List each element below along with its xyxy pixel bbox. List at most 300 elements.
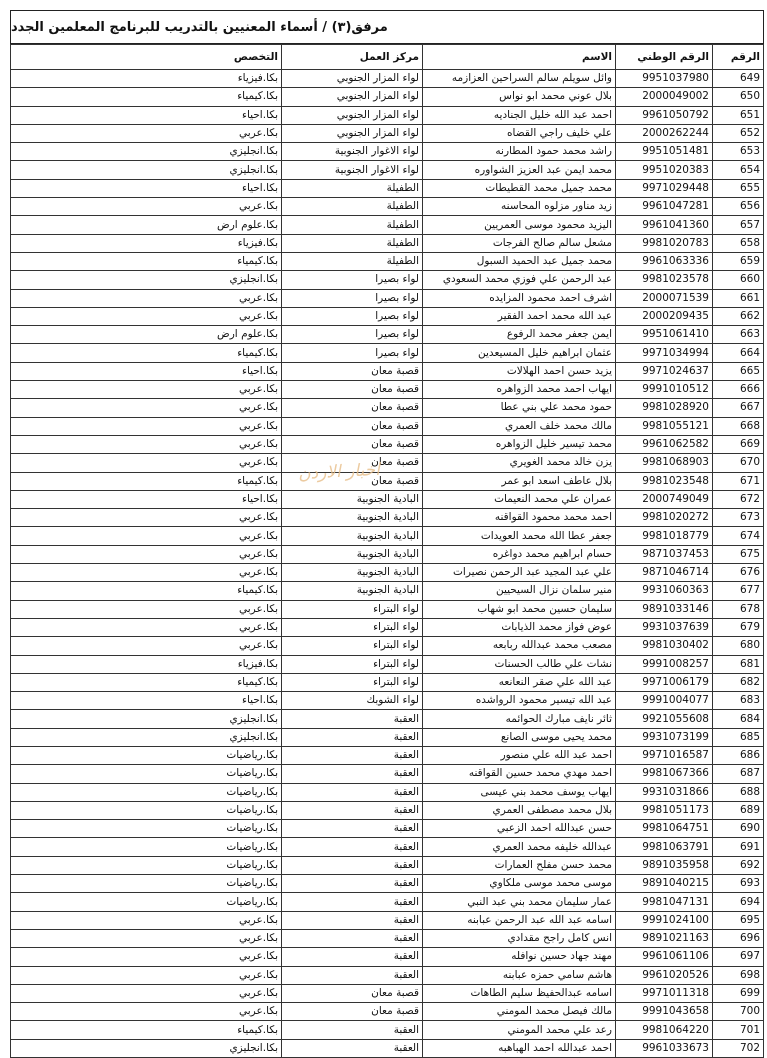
cell-national-id: 9961020526 bbox=[616, 966, 713, 984]
cell-num: 690 bbox=[713, 820, 764, 838]
cell-specialty: بكا.انجليزي bbox=[11, 1039, 282, 1057]
table-row bbox=[11, 838, 764, 856]
cell-num: 651 bbox=[713, 106, 764, 124]
cell-num: 661 bbox=[713, 289, 764, 307]
cell-name: مصعب محمد عبدالله ربابعه bbox=[423, 637, 616, 655]
table-row bbox=[11, 801, 764, 819]
cell-name: ايمن جعفر محمد الرفوع bbox=[423, 326, 616, 344]
table-row bbox=[11, 655, 764, 673]
cell-national-id: 9921055608 bbox=[616, 710, 713, 728]
table-row bbox=[11, 1003, 764, 1021]
cell-national-id: 9951037980 bbox=[616, 70, 713, 88]
cell-name: ايهاب احمد محمد الزواهره bbox=[423, 381, 616, 399]
cell-work-center: العقبة bbox=[282, 875, 423, 893]
cell-national-id: 2000071539 bbox=[616, 289, 713, 307]
cell-national-id: 9991008257 bbox=[616, 655, 713, 673]
cell-name: جعفر عطا الله محمد العويدات bbox=[423, 527, 616, 545]
cell-name: عوض فواز محمد الذيابات bbox=[423, 618, 616, 636]
cell-name: عبدالله خليفه محمد العمري bbox=[423, 838, 616, 856]
cell-specialty: بكا.عربي bbox=[11, 545, 282, 563]
cell-num: 686 bbox=[713, 746, 764, 764]
table-row bbox=[11, 783, 764, 801]
cell-num: 702 bbox=[713, 1039, 764, 1057]
cell-num: 658 bbox=[713, 234, 764, 252]
cell-num: 659 bbox=[713, 252, 764, 270]
cell-national-id: 9981028920 bbox=[616, 399, 713, 417]
cell-num: 656 bbox=[713, 198, 764, 216]
cell-num: 664 bbox=[713, 344, 764, 362]
cell-national-id: 9991024100 bbox=[616, 911, 713, 929]
table-row bbox=[11, 893, 764, 911]
header-name: الاسم bbox=[423, 45, 616, 70]
cell-specialty: بكا.رياضيات bbox=[11, 765, 282, 783]
cell-num: 687 bbox=[713, 765, 764, 783]
cell-specialty: بكا.كيمياء bbox=[11, 582, 282, 600]
cell-specialty: بكا.عربي bbox=[11, 618, 282, 636]
cell-name: محمد جميل عبد الحميد السبول bbox=[423, 252, 616, 270]
cell-name: عمار سليمان محمد بني عبد النبي bbox=[423, 893, 616, 911]
cell-name: سليمان حسين محمد ابو شهاب bbox=[423, 600, 616, 618]
cell-specialty: بكا.عربي bbox=[11, 911, 282, 929]
table-row bbox=[11, 509, 764, 527]
watermark: اخبار الاردن bbox=[297, 459, 381, 485]
table-row bbox=[11, 527, 764, 545]
cell-national-id: 2000209435 bbox=[616, 307, 713, 325]
cell-work-center: العقبة bbox=[282, 746, 423, 764]
cell-work-center: العقبة bbox=[282, 856, 423, 874]
cell-specialty: بكا.كيمياء bbox=[11, 1021, 282, 1039]
cell-work-center: العقبة bbox=[282, 929, 423, 947]
table-row bbox=[11, 381, 764, 399]
cell-specialty: بكا.عربي bbox=[11, 1003, 282, 1021]
table-row bbox=[11, 875, 764, 893]
header-work-center: مركز العمل bbox=[282, 45, 423, 70]
cell-num: 697 bbox=[713, 948, 764, 966]
cell-national-id: 9961061106 bbox=[616, 948, 713, 966]
table-row bbox=[11, 564, 764, 582]
cell-num: 675 bbox=[713, 545, 764, 563]
cell-specialty: بكا.رياضيات bbox=[11, 838, 282, 856]
cell-work-center: لواء الاغوار الجنوبية bbox=[282, 161, 423, 179]
cell-specialty: بكا.رياضيات bbox=[11, 856, 282, 874]
cell-work-center: لواء البتراء bbox=[282, 655, 423, 673]
cell-work-center: لواء البتراء bbox=[282, 637, 423, 655]
cell-num: 653 bbox=[713, 143, 764, 161]
cell-specialty: بكا.كيمياء bbox=[11, 673, 282, 691]
cell-name: عمران علي محمد النعيمات bbox=[423, 490, 616, 508]
cell-num: 698 bbox=[713, 966, 764, 984]
cell-national-id: 9891040215 bbox=[616, 875, 713, 893]
cell-name: عبد الله تيسير محمود الرواشده bbox=[423, 692, 616, 710]
table-row bbox=[11, 234, 764, 252]
cell-specialty: بكا.عربي bbox=[11, 984, 282, 1002]
names-table bbox=[10, 44, 764, 1058]
cell-name: عبد الله محمد احمد الفقير bbox=[423, 307, 616, 325]
table-row bbox=[11, 728, 764, 746]
cell-num: 685 bbox=[713, 728, 764, 746]
cell-name: احمد محمد محمود القواقنه bbox=[423, 509, 616, 527]
table-row bbox=[11, 399, 764, 417]
cell-name: يزيد حسن احمد الهلالات bbox=[423, 362, 616, 380]
cell-name: احمد عبد الله علي منصور bbox=[423, 746, 616, 764]
cell-specialty: بكا.رياضيات bbox=[11, 801, 282, 819]
cell-national-id: 9871046714 bbox=[616, 564, 713, 582]
cell-specialty: بكا.عربي bbox=[11, 966, 282, 984]
table-row bbox=[11, 252, 764, 270]
cell-work-center: العقبة bbox=[282, 710, 423, 728]
cell-work-center: العقبة bbox=[282, 966, 423, 984]
cell-name: اليزيد محمود موسى العمريين bbox=[423, 216, 616, 234]
cell-specialty: بكا.عربي bbox=[11, 124, 282, 142]
cell-num: 689 bbox=[713, 801, 764, 819]
table-row bbox=[11, 948, 764, 966]
cell-specialty: بكا.عربي bbox=[11, 637, 282, 655]
table-row bbox=[11, 582, 764, 600]
header-national-id: الرقم الوطني bbox=[616, 45, 713, 70]
cell-work-center: لواء الشوبك bbox=[282, 692, 423, 710]
table-row bbox=[11, 289, 764, 307]
cell-num: 666 bbox=[713, 381, 764, 399]
cell-work-center: البادية الجنوبية bbox=[282, 527, 423, 545]
table-row bbox=[11, 198, 764, 216]
cell-name: بلال محمد مصطفى العمري bbox=[423, 801, 616, 819]
cell-national-id: 9981023578 bbox=[616, 271, 713, 289]
cell-num: 663 bbox=[713, 326, 764, 344]
cell-national-id: 9931060363 bbox=[616, 582, 713, 600]
cell-name: ثائر نايف مبارك الحوائمه bbox=[423, 710, 616, 728]
table-row bbox=[11, 161, 764, 179]
cell-specialty: بكا.علوم ارض bbox=[11, 216, 282, 234]
cell-specialty: بكا.عربي bbox=[11, 381, 282, 399]
page-title: مرفق(٣) / أسماء المعنيين بالتدريب للبرنامج المعلمين الجدد bbox=[10, 10, 764, 44]
cell-work-center: لواء بصيرا bbox=[282, 289, 423, 307]
cell-num: 684 bbox=[713, 710, 764, 728]
cell-work-center: العقبة bbox=[282, 801, 423, 819]
table-row bbox=[11, 454, 764, 472]
cell-specialty: بكا.عربي bbox=[11, 289, 282, 307]
cell-num: 672 bbox=[713, 490, 764, 508]
cell-num: 650 bbox=[713, 88, 764, 106]
cell-work-center: العقبة bbox=[282, 948, 423, 966]
table-row bbox=[11, 417, 764, 435]
table-row bbox=[11, 600, 764, 618]
cell-work-center: لواء المزار الجنوبي bbox=[282, 106, 423, 124]
cell-national-id: 9951020383 bbox=[616, 161, 713, 179]
cell-specialty: بكا.فيزياء bbox=[11, 234, 282, 252]
cell-specialty: بكا.عربي bbox=[11, 417, 282, 435]
cell-specialty: بكا.كيمياء bbox=[11, 252, 282, 270]
table-row bbox=[11, 984, 764, 1002]
cell-national-id: 9981030402 bbox=[616, 637, 713, 655]
cell-work-center: لواء بصيرا bbox=[282, 344, 423, 362]
cell-national-id: 9971024637 bbox=[616, 362, 713, 380]
table-row bbox=[11, 88, 764, 106]
table-row bbox=[11, 362, 764, 380]
cell-work-center: الطفيلة bbox=[282, 179, 423, 197]
cell-national-id: 9981064220 bbox=[616, 1021, 713, 1039]
cell-work-center: لواء المزار الجنوبي bbox=[282, 124, 423, 142]
cell-specialty: بكا.انجليزي bbox=[11, 710, 282, 728]
cell-name: احمد عبد الله خليل الجناديه bbox=[423, 106, 616, 124]
cell-national-id: 2000049002 bbox=[616, 88, 713, 106]
cell-national-id: 9981068903 bbox=[616, 454, 713, 472]
cell-num: 700 bbox=[713, 1003, 764, 1021]
cell-national-id: 9981055121 bbox=[616, 417, 713, 435]
cell-work-center: لواء المزار الجنوبي bbox=[282, 88, 423, 106]
cell-work-center: لواء المزار الجنوبي bbox=[282, 70, 423, 88]
cell-name: محمد ايمن عبد العزيز الشواوره bbox=[423, 161, 616, 179]
cell-name: ايهاب يوسف محمد بني عيسى bbox=[423, 783, 616, 801]
cell-national-id: 9961047281 bbox=[616, 198, 713, 216]
cell-specialty: بكا.انجليزي bbox=[11, 728, 282, 746]
cell-national-id: 9891021163 bbox=[616, 929, 713, 947]
cell-name: احمد عبدالله احمد الهباهبه bbox=[423, 1039, 616, 1057]
cell-work-center: العقبة bbox=[282, 765, 423, 783]
cell-national-id: 9891033146 bbox=[616, 600, 713, 618]
cell-num: 669 bbox=[713, 435, 764, 453]
table-row bbox=[11, 490, 764, 508]
cell-specialty: بكا.احياء bbox=[11, 179, 282, 197]
table-row bbox=[11, 179, 764, 197]
cell-num: 662 bbox=[713, 307, 764, 325]
cell-work-center: العقبة bbox=[282, 911, 423, 929]
cell-name: مالك محمد خلف العمري bbox=[423, 417, 616, 435]
cell-num: 699 bbox=[713, 984, 764, 1002]
cell-work-center: الطفيلة bbox=[282, 198, 423, 216]
cell-num: 671 bbox=[713, 472, 764, 490]
table-row bbox=[11, 70, 764, 88]
cell-specialty: بكا.انجليزي bbox=[11, 143, 282, 161]
cell-national-id: 9981047131 bbox=[616, 893, 713, 911]
cell-specialty: بكا.احياء bbox=[11, 692, 282, 710]
cell-national-id: 9961063336 bbox=[616, 252, 713, 270]
table-row bbox=[11, 545, 764, 563]
cell-work-center: العقبة bbox=[282, 1021, 423, 1039]
cell-name: وائل سويلم سالم السراحين العزازمه bbox=[423, 70, 616, 88]
cell-name: عبد الرحمن علي فوزي محمد السعودي bbox=[423, 271, 616, 289]
table-row bbox=[11, 911, 764, 929]
cell-num: 667 bbox=[713, 399, 764, 417]
cell-num: 668 bbox=[713, 417, 764, 435]
cell-num: 677 bbox=[713, 582, 764, 600]
cell-work-center: العقبة bbox=[282, 728, 423, 746]
cell-specialty: بكا.عربي bbox=[11, 198, 282, 216]
cell-specialty: بكا.كيمياء bbox=[11, 344, 282, 362]
cell-specialty: بكا.عربي bbox=[11, 527, 282, 545]
table-row bbox=[11, 856, 764, 874]
cell-num: 654 bbox=[713, 161, 764, 179]
table-row bbox=[11, 472, 764, 490]
cell-num: 655 bbox=[713, 179, 764, 197]
table-row bbox=[11, 326, 764, 344]
cell-work-center: قصبة معان bbox=[282, 417, 423, 435]
cell-specialty: بكا.عربي bbox=[11, 929, 282, 947]
header-specialty: التخصص bbox=[11, 45, 282, 70]
cell-num: 680 bbox=[713, 637, 764, 655]
table-row bbox=[11, 966, 764, 984]
cell-name: محمد حسن مفلح العمارات bbox=[423, 856, 616, 874]
cell-work-center: لواء بصيرا bbox=[282, 326, 423, 344]
table-row bbox=[11, 692, 764, 710]
cell-specialty: بكا.رياضيات bbox=[11, 893, 282, 911]
cell-name: بلال عاطف اسعد ابو عمر bbox=[423, 472, 616, 490]
cell-specialty: بكا.انجليزي bbox=[11, 271, 282, 289]
table-row bbox=[11, 124, 764, 142]
table-row bbox=[11, 344, 764, 362]
cell-specialty: بكا.رياضيات bbox=[11, 875, 282, 893]
cell-work-center: لواء بصيرا bbox=[282, 307, 423, 325]
cell-work-center: قصبة معان bbox=[282, 399, 423, 417]
cell-name: محمد تيسير خليل الزواهره bbox=[423, 435, 616, 453]
cell-national-id: 9961041360 bbox=[616, 216, 713, 234]
cell-name: مهند جهاد حسين نوافله bbox=[423, 948, 616, 966]
cell-num: 649 bbox=[713, 70, 764, 88]
table-row bbox=[11, 746, 764, 764]
cell-num: 688 bbox=[713, 783, 764, 801]
table-row bbox=[11, 765, 764, 783]
cell-work-center: قصبة معان bbox=[282, 435, 423, 453]
cell-work-center: الطفيلة bbox=[282, 252, 423, 270]
cell-national-id: 9991010512 bbox=[616, 381, 713, 399]
cell-work-center: لواء بصيرا bbox=[282, 271, 423, 289]
cell-national-id: 9981067366 bbox=[616, 765, 713, 783]
cell-specialty: بكا.فيزياء bbox=[11, 655, 282, 673]
cell-specialty: بكا.احياء bbox=[11, 106, 282, 124]
cell-name: هاشم سامي حمزه عبابنه bbox=[423, 966, 616, 984]
table-row bbox=[11, 710, 764, 728]
cell-national-id: 9981063791 bbox=[616, 838, 713, 856]
cell-national-id: 9981023548 bbox=[616, 472, 713, 490]
cell-national-id: 9981064751 bbox=[616, 820, 713, 838]
cell-specialty: بكا.علوم ارض bbox=[11, 326, 282, 344]
cell-work-center: قصبة معان bbox=[282, 472, 423, 490]
table-row bbox=[11, 637, 764, 655]
cell-national-id: 9971006179 bbox=[616, 673, 713, 691]
cell-name: اسامه عبدالحفيظ سليم الطاهات bbox=[423, 984, 616, 1002]
cell-national-id: 9961050792 bbox=[616, 106, 713, 124]
cell-name: اسامه عبد الله عبد الرحمن عبابنه bbox=[423, 911, 616, 929]
cell-name: بلال عوني محمد ابو نواس bbox=[423, 88, 616, 106]
cell-work-center: الطفيلة bbox=[282, 216, 423, 234]
cell-name: يزن خالد محمد الغويري bbox=[423, 454, 616, 472]
table-row bbox=[11, 618, 764, 636]
cell-national-id: 9981020783 bbox=[616, 234, 713, 252]
cell-work-center: البادية الجنوبية bbox=[282, 582, 423, 600]
cell-work-center: البادية الجنوبية bbox=[282, 509, 423, 527]
cell-national-id: 9981018779 bbox=[616, 527, 713, 545]
cell-work-center: البادية الجنوبية bbox=[282, 545, 423, 563]
cell-num: 681 bbox=[713, 655, 764, 673]
cell-work-center: قصبة معان bbox=[282, 1003, 423, 1021]
cell-work-center: البادية الجنوبية bbox=[282, 490, 423, 508]
cell-num: 683 bbox=[713, 692, 764, 710]
cell-name: اشرف احمد محمود المزايده bbox=[423, 289, 616, 307]
table-row bbox=[11, 929, 764, 947]
cell-national-id: 9971011318 bbox=[616, 984, 713, 1002]
cell-specialty: بكا.انجليزي bbox=[11, 161, 282, 179]
cell-num: 682 bbox=[713, 673, 764, 691]
cell-specialty: بكا.عربي bbox=[11, 454, 282, 472]
cell-name: نشات علي طالب الحسنات bbox=[423, 655, 616, 673]
cell-num: 678 bbox=[713, 600, 764, 618]
cell-num: 695 bbox=[713, 911, 764, 929]
table-row bbox=[11, 307, 764, 325]
cell-work-center: العقبة bbox=[282, 820, 423, 838]
cell-num: 660 bbox=[713, 271, 764, 289]
table-row bbox=[11, 673, 764, 691]
cell-num: 670 bbox=[713, 454, 764, 472]
cell-specialty: بكا.عربي bbox=[11, 399, 282, 417]
table-row bbox=[11, 143, 764, 161]
cell-work-center: لواء الاغوار الجنوبية bbox=[282, 143, 423, 161]
cell-work-center: العقبة bbox=[282, 783, 423, 801]
cell-specialty: بكا.فيزياء bbox=[11, 70, 282, 88]
cell-national-id: 9931037639 bbox=[616, 618, 713, 636]
cell-work-center: قصبة معان bbox=[282, 454, 423, 472]
cell-specialty: بكا.عربي bbox=[11, 435, 282, 453]
table-row bbox=[11, 820, 764, 838]
cell-national-id: 9871037453 bbox=[616, 545, 713, 563]
cell-specialty: بكا.كيمياء bbox=[11, 472, 282, 490]
cell-num: 701 bbox=[713, 1021, 764, 1039]
cell-national-id: 9931073199 bbox=[616, 728, 713, 746]
cell-name: منير سلمان نزال السيحيين bbox=[423, 582, 616, 600]
cell-national-id: 2000749049 bbox=[616, 490, 713, 508]
cell-national-id: 9951061410 bbox=[616, 326, 713, 344]
cell-work-center: العقبة bbox=[282, 1039, 423, 1057]
table-row bbox=[11, 1039, 764, 1057]
cell-num: 692 bbox=[713, 856, 764, 874]
cell-name: زيد مناور مزلوه المحاسنه bbox=[423, 198, 616, 216]
cell-name: محمد جميل محمد القطيطات bbox=[423, 179, 616, 197]
cell-work-center: لواء البتراء bbox=[282, 673, 423, 691]
cell-name: مالك فيصل محمد المومني bbox=[423, 1003, 616, 1021]
cell-name: انس كامل راجح مقدادي bbox=[423, 929, 616, 947]
cell-national-id: 9971029448 bbox=[616, 179, 713, 197]
cell-name: حمود محمد علي بني عطا bbox=[423, 399, 616, 417]
cell-work-center: الطفيلة bbox=[282, 234, 423, 252]
cell-name: محمد يحيى موسى الصانع bbox=[423, 728, 616, 746]
table-row bbox=[11, 216, 764, 234]
cell-specialty: بكا.عربي bbox=[11, 307, 282, 325]
cell-work-center: البادية الجنوبية bbox=[282, 564, 423, 582]
cell-num: 665 bbox=[713, 362, 764, 380]
cell-work-center: العقبة bbox=[282, 838, 423, 856]
cell-specialty: بكا.عربي bbox=[11, 948, 282, 966]
table-row bbox=[11, 106, 764, 124]
cell-num: 693 bbox=[713, 875, 764, 893]
cell-name: علي عبد المجيد عبد الرحمن نصيرات bbox=[423, 564, 616, 582]
cell-name: عبد الله علي صقر النعانعه bbox=[423, 673, 616, 691]
cell-specialty: بكا.عربي bbox=[11, 564, 282, 582]
cell-num: 673 bbox=[713, 509, 764, 527]
cell-specialty: بكا.رياضيات bbox=[11, 820, 282, 838]
cell-name: احمد مهدي محمد حسين القواقنه bbox=[423, 765, 616, 783]
cell-num: 691 bbox=[713, 838, 764, 856]
cell-num: 652 bbox=[713, 124, 764, 142]
cell-national-id: 9951051481 bbox=[616, 143, 713, 161]
cell-num: 674 bbox=[713, 527, 764, 545]
cell-national-id: 9991043658 bbox=[616, 1003, 713, 1021]
table-header-row bbox=[11, 45, 764, 70]
table-row bbox=[11, 435, 764, 453]
cell-name: رعد علي محمد المومني bbox=[423, 1021, 616, 1039]
cell-national-id: 9981020272 bbox=[616, 509, 713, 527]
cell-specialty: بكا.عربي bbox=[11, 600, 282, 618]
cell-num: 657 bbox=[713, 216, 764, 234]
cell-national-id: 9961062582 bbox=[616, 435, 713, 453]
cell-num: 679 bbox=[713, 618, 764, 636]
